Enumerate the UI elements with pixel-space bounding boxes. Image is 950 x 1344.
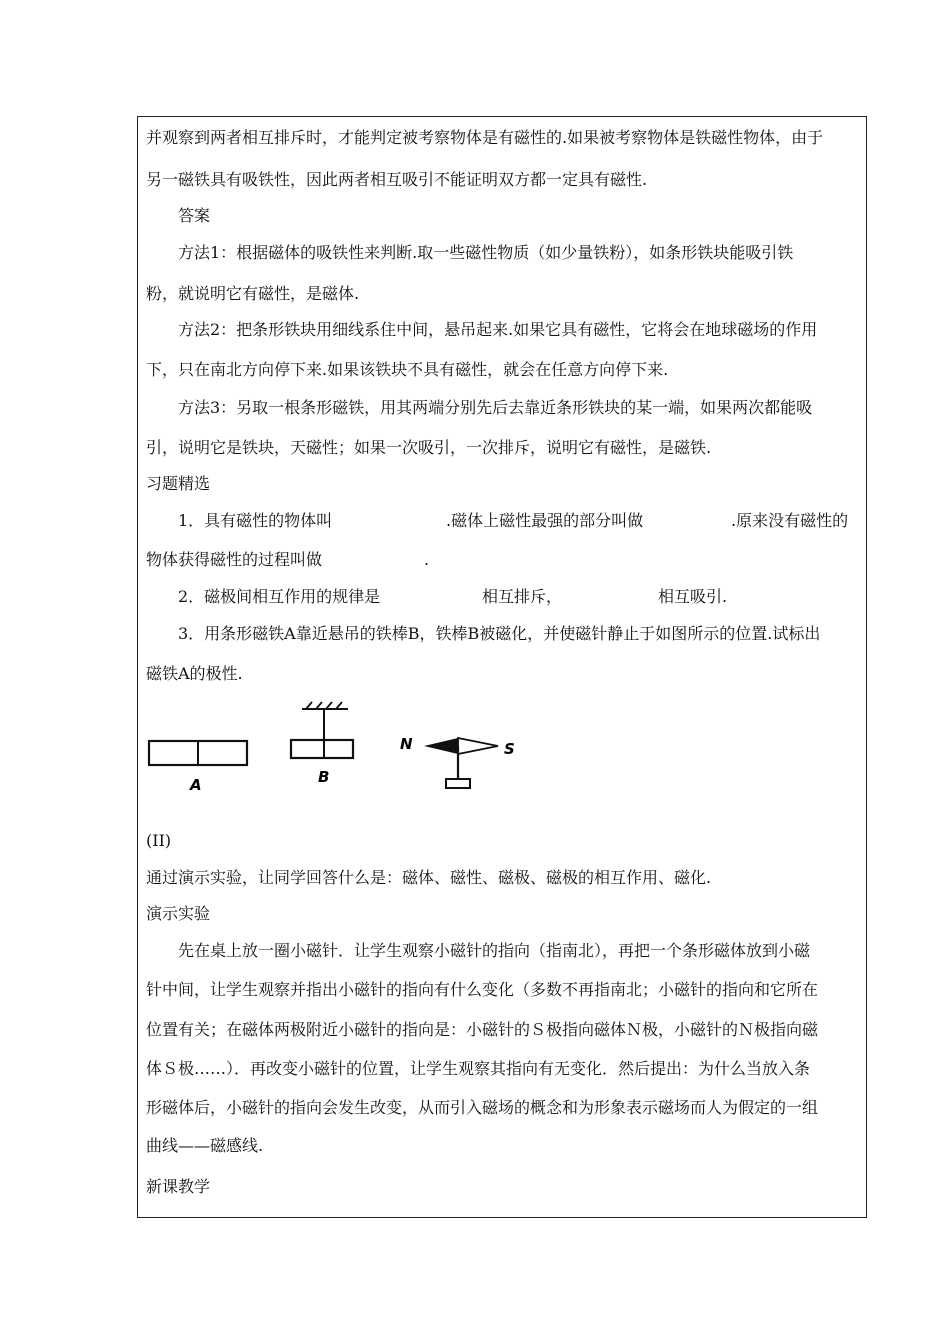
- question-2-part1: 2．磁极间相互作用的规律是: [178, 587, 381, 606]
- new-lesson-heading: 新课教学: [146, 1177, 211, 1196]
- text-line: 并观察到两者相互排斥时，才能判定被考察物体是有磁性的.如果被考察物体是铁磁性物体，由于: [146, 128, 824, 147]
- question-3-line1: 3．用条形磁铁A靠近悬吊的铁棒B，铁棒B被磁化，并使磁针静止于如图所示的位置.试标出: [178, 624, 821, 643]
- compass-needle: [424, 738, 498, 788]
- demo-line-4: 体Ｓ极……）．再改变小磁针的位置，让学生观察其指向有无变化．然后提出：为什么当放入条: [146, 1059, 811, 1078]
- label-a: A: [190, 776, 202, 794]
- demo-line-3: 位置有关；在磁体两极附近小磁针的指向是：小磁针的Ｓ极指向磁体Ｎ极，小磁针的Ｎ极指向磁: [146, 1020, 819, 1039]
- demo-heading: 演示实验: [146, 904, 211, 923]
- demo-line-5: 形磁体后，小磁针的指向会发生改变，从而引入磁场的概念和为形象表示磁场而人为假定的一组: [146, 1098, 819, 1117]
- question-2-part3: 相互吸引.: [658, 587, 728, 606]
- text-line: 另一磁铁具有吸铁性，因此两者相互吸引不能证明双方都一定具有磁性.: [146, 170, 648, 189]
- text-line: 方法3：另取一根条形磁铁，用其两端分别先后去靠近条形铁块的某一端，如果两次都能吸: [178, 398, 813, 417]
- answer-heading: 答案: [178, 206, 211, 225]
- bar-magnet-a: [149, 741, 247, 765]
- text-line: 方法2：把条形铁块用细线系住中间，悬吊起来.如果它具有磁性，它将会在地球磁场的作用: [178, 320, 818, 339]
- text-line: 下，只在南北方向停下来.如果该铁块不具有磁性，就会在任意方向停下来.: [146, 360, 669, 379]
- question-1-part1: 1．具有磁性的物体叫: [178, 511, 333, 530]
- text-line: 方法1：根据磁体的吸铁性来判断.取一些磁性物质（如少量铁粉），如条形铁块能吸引铁: [178, 243, 794, 262]
- label-n: N: [400, 735, 413, 753]
- demo-line-6: 曲线——磁感线.: [146, 1136, 264, 1155]
- question-3-line2: 磁铁A的极性.: [146, 664, 243, 683]
- text-line: 引，说明它是铁块，天磁性；如果一次吸引，一次排斥，说明它有磁性，是磁铁.: [146, 438, 712, 457]
- question-1-part3: .原来没有磁性的: [731, 511, 849, 530]
- demo-line-1: 先在桌上放一圈小磁针．让学生观察小磁针的指向（指南北），再把一个条形磁体放到小磁: [178, 941, 811, 960]
- question-1-part4: 物体获得磁性的过程叫做: [146, 550, 323, 569]
- text-line: 粉，就说明它有磁性，是磁体.: [146, 284, 360, 303]
- magnet-figure: [146, 700, 526, 795]
- iron-bar-b: [291, 702, 353, 758]
- question-1-part5: .: [424, 550, 430, 569]
- document-frame: [137, 116, 867, 1218]
- demo-line-2: 针中间，让学生观察并指出小磁针的指向有什么变化（多数不再指南北；小磁针的指向和它所在: [146, 980, 819, 999]
- question-2-part2: 相互排斥，: [482, 587, 563, 606]
- intro-line: 通过演示实验，让同学回答什么是：磁体、磁性、磁极、磁极的相互作用、磁化.: [146, 868, 712, 887]
- label-b: B: [318, 768, 330, 786]
- exercise-heading: 习题精选: [146, 474, 211, 493]
- section-ii-heading: (II): [146, 831, 172, 850]
- label-s: S: [504, 740, 515, 758]
- question-1-part2: .磁体上磁性最强的部分叫做: [446, 511, 644, 530]
